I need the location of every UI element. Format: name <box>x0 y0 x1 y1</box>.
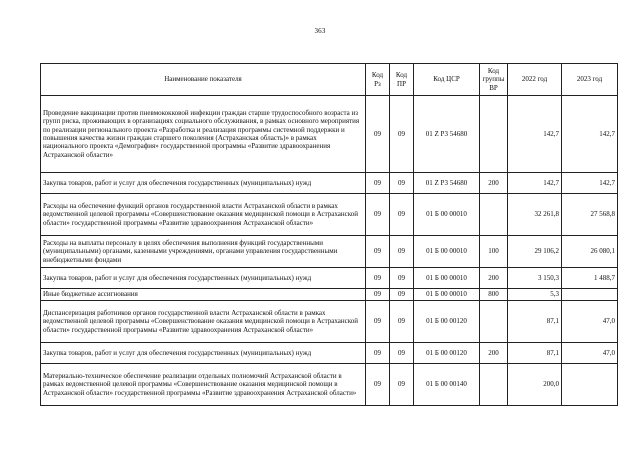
cell-name: Расходы на выплаты персоналу в целях обеспечения выполнения функций государственными (муниципальными) органами, казенными учреждениями, органами управления государственными внебюджетными фондами <box>41 236 366 268</box>
cell-2023: 142,7 <box>562 96 618 173</box>
header-pr: Код ПР <box>390 64 414 96</box>
cell-2022: 32 261,8 <box>508 194 562 236</box>
cell-2023: 1 488,7 <box>562 268 618 289</box>
cell-pr: 09 <box>390 343 414 364</box>
cell-vr: 200 <box>480 173 508 194</box>
cell-rz: 09 <box>366 364 390 406</box>
cell-vr <box>480 194 508 236</box>
table-row <box>41 173 618 194</box>
cell-2022: 29 106,2 <box>508 236 562 268</box>
cell-vr: 100 <box>480 236 508 268</box>
header-2022: 2022 год <box>508 64 562 96</box>
cell-2022: 3 150,3 <box>508 268 562 289</box>
cell-2023: 26 080,1 <box>562 236 618 268</box>
cell-rz: 09 <box>366 194 390 236</box>
cell-vr: 200 <box>480 268 508 289</box>
cell-name: Закупка товаров, работ и услуг для обеспечения государственных (муниципальных) нужд <box>41 343 366 364</box>
cell-2023: 47,0 <box>562 343 618 364</box>
cell-vr <box>480 364 508 406</box>
cell-2022: 142,7 <box>508 173 562 194</box>
cell-2022: 87,1 <box>508 301 562 343</box>
cell-csr: 01 Б 00 00120 <box>414 343 480 364</box>
cell-rz: 09 <box>366 268 390 289</box>
cell-2023: 27 568,8 <box>562 194 618 236</box>
cell-vr <box>480 301 508 343</box>
cell-csr: 01 Б 00 00010 <box>414 289 480 301</box>
cell-pr: 09 <box>390 268 414 289</box>
table-row <box>41 289 618 301</box>
cell-pr: 09 <box>390 96 414 173</box>
cell-2023 <box>562 289 618 301</box>
cell-name: Материально-техническое обеспечение реализации отдельных полномочий Астраханской области в рамках ведомственной целевой программы «Совершенствование оказания медицинской помощи в Астраханской области» государственной программы «Развитие здравоохранения Астраханской области» <box>41 364 366 406</box>
cell-2023: 47,0 <box>562 301 618 343</box>
header-rz: Код Рз <box>366 64 390 96</box>
cell-rz: 09 <box>366 236 390 268</box>
header-csr: Код ЦСР <box>414 64 480 96</box>
cell-2023 <box>562 364 618 406</box>
cell-pr: 09 <box>390 236 414 268</box>
cell-vr: 800 <box>480 289 508 301</box>
cell-csr: 01 Б 00 00010 <box>414 236 480 268</box>
cell-csr: 01 Б 00 00010 <box>414 268 480 289</box>
cell-csr: 01 Z P3 54680 <box>414 173 480 194</box>
page-number: 363 <box>314 27 326 35</box>
cell-2022: 200,0 <box>508 364 562 406</box>
cell-2022: 142,7 <box>508 96 562 173</box>
cell-csr: 01 Б 00 00010 <box>414 194 480 236</box>
cell-pr: 09 <box>390 194 414 236</box>
cell-2022: 5,3 <box>508 289 562 301</box>
table-header-row <box>41 64 618 96</box>
table-row <box>41 301 618 343</box>
cell-name: Закупка товаров, работ и услуг для обеспечения государственных (муниципальных) нужд <box>41 268 366 289</box>
cell-pr: 09 <box>390 364 414 406</box>
cell-2023: 142,7 <box>562 173 618 194</box>
budget-table <box>40 63 618 406</box>
cell-vr: 200 <box>480 343 508 364</box>
cell-rz: 09 <box>366 343 390 364</box>
cell-vr <box>480 96 508 173</box>
header-2023: 2023 год <box>562 64 618 96</box>
cell-name: Закупка товаров, работ и услуг для обеспечения государственных (муниципальных) нужд <box>41 173 366 194</box>
table-row <box>41 96 618 173</box>
cell-name: Проведение вакцинации против пневмококковой инфекции граждан старше трудоспособного возраста из групп риска, проживающих в организациях социального обслуживания, в рамках основного мероприятия по реализации регионального проекта «Разработка и реализация программы системной поддержки и повышения качества жизни граждан старшего поколения (Астраханская область)» в рамках национального проекта «Демография» государственной программы «Развитие здравоохранения Астраханской области» <box>41 96 366 173</box>
cell-2022: 87,1 <box>508 343 562 364</box>
cell-name: Диспансеризация работников органов государственной власти Астраханской области в рамках ведомственной целевой программы «Совершенствование оказания медицинской помощи в Астраханской области» государственной программы «Развитие здравоохранения Астраханской области» <box>41 301 366 343</box>
cell-csr: 01 Б 00 00140 <box>414 364 480 406</box>
cell-pr: 09 <box>390 173 414 194</box>
cell-name: Иные бюджетные ассигнования <box>41 289 366 301</box>
table-row <box>41 364 618 406</box>
table-row <box>41 236 618 268</box>
cell-csr: 01 Б 00 00120 <box>414 301 480 343</box>
table-row <box>41 268 618 289</box>
cell-name: Расходы на обеспечение функций органов государственной власти Астраханской области в рамках ведомственной целевой программы «Совершенствование оказания медицинской помощи в Астраханской области» государственной программы «Развитие здравоохранения Астраханской области» <box>41 194 366 236</box>
cell-rz: 09 <box>366 301 390 343</box>
header-vr: Код группы ВР <box>480 64 508 96</box>
cell-pr: 09 <box>390 301 414 343</box>
cell-rz: 09 <box>366 173 390 194</box>
cell-pr: 09 <box>390 289 414 301</box>
cell-csr: 01 Z P3 54680 <box>414 96 480 173</box>
header-name: Наименование показателя <box>41 64 366 96</box>
cell-rz: 09 <box>366 96 390 173</box>
cell-rz: 09 <box>366 289 390 301</box>
table-row <box>41 343 618 364</box>
table-row <box>41 194 618 236</box>
